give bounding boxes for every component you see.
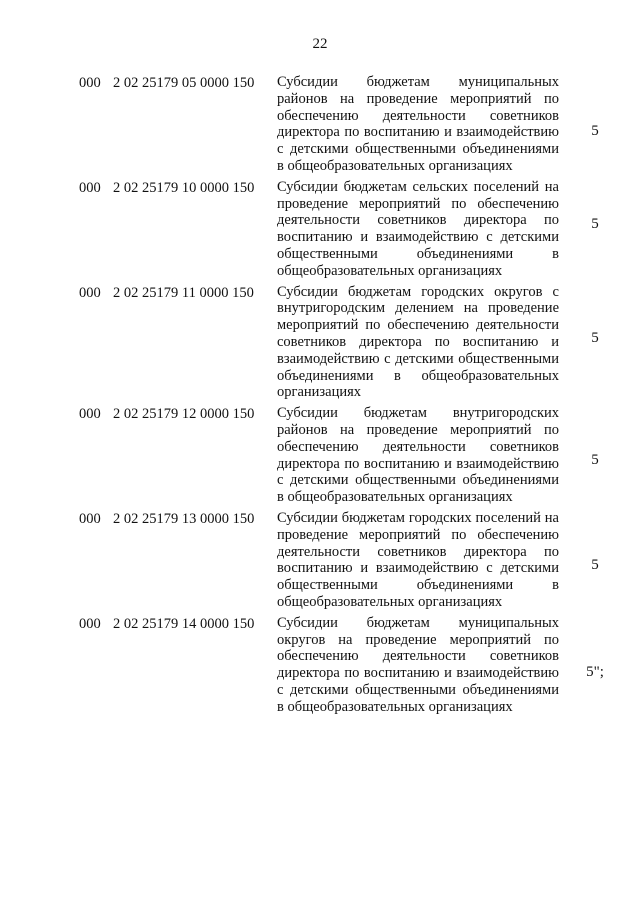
row-description: Субсидии бюджетам сельских поселений на проведение мероприятий по обеспечению деятельности советников директора по воспитанию и взаимодействию с детскими общественными объединениями в общеобразовательных организациях (277, 178, 559, 279)
row-description: Субсидии бюджетам муниципальных районов на проведение мероприятий по обеспечению деятельности советников директора по воспитанию и взаимодействию с детскими общественными объединениями в общеобразовательных организациях (277, 74, 559, 174)
row-kbk-code: 2 02 25179 11 0000 150 (113, 284, 254, 301)
row-code: 000 (79, 406, 101, 423)
row-kbk-code: 2 02 25179 13 0000 150 (113, 510, 255, 527)
row-value: 5 (591, 215, 599, 232)
budget-table (0, 74, 640, 715)
row-code: 000 (79, 615, 101, 632)
row-value: 5 (591, 329, 599, 346)
row-description: Субсидии бюджетам городских поселений на проведение мероприятий по обеспечению деятельности советников директора по воспитанию и взаимодействию с детскими общественными объединениями в общеобразовательных организациях (277, 509, 559, 610)
row-value: 5 (591, 123, 599, 139)
table-row (0, 74, 640, 175)
row-value: 5"; (586, 663, 604, 680)
table-row (0, 510, 640, 611)
page-number: 22 (312, 36, 328, 52)
row-kbk-code: 2 02 25179 12 0000 150 (113, 406, 255, 423)
row-description: Субсидии бюджетам муниципальных округов на проведение мероприятий по обеспечению деятельности советников директора по воспитанию и взаимодействию с детскими общественными объединениями в общеобразовательных организациях (277, 614, 559, 715)
row-kbk-code: 2 02 25179 10 0000 150 (113, 179, 255, 196)
row-code: 000 (79, 284, 101, 301)
row-value: 5 (591, 452, 599, 469)
row-description: Субсидии бюджетам внутригородских районов на проведение мероприятий по обеспечению деятельности советников директора по воспитанию и взаимодействию с детскими общественными объединениями в общеобразовательных организациях (277, 405, 559, 506)
table-row (0, 284, 640, 402)
row-kbk-code: 2 02 25179 14 0000 150 (113, 615, 255, 632)
table-row (0, 405, 640, 506)
row-description: Субсидии бюджетам городских округов с внутригородским делением на проведение мероприятий по обеспечению деятельности советников директора по воспитанию и взаимодействию с детскими общественными объединениями в общеобразовательных организациях (277, 283, 559, 401)
row-code: 000 (79, 179, 101, 196)
table-row (0, 179, 640, 280)
table-row (0, 615, 640, 716)
row-code: 000 (79, 510, 101, 527)
row-kbk-code: 2 02 25179 05 0000 150 (113, 75, 255, 91)
row-code: 000 (79, 75, 101, 91)
row-value: 5 (591, 556, 599, 573)
